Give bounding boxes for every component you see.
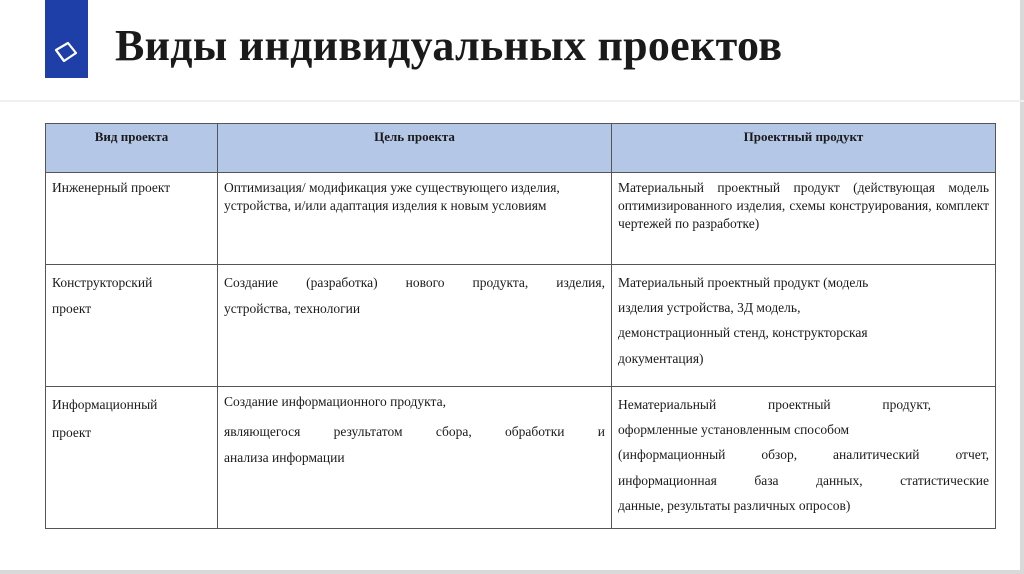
- header-goal: Цель проекта: [218, 124, 612, 173]
- cell-line: данные, результаты различных опросов): [618, 497, 851, 513]
- cell-line: Создание (разработка) нового продукта, изделия,: [224, 275, 605, 290]
- page-title: Виды индивидуальных проектов: [115, 21, 783, 70]
- table-row: [46, 265, 996, 387]
- cell-line: Информационный: [52, 397, 158, 412]
- cell-type: [46, 387, 218, 529]
- cell-line: Создание информационного продукта,: [224, 394, 446, 409]
- divider: [0, 100, 1024, 102]
- table-row: [46, 173, 996, 265]
- cell-product: [612, 265, 996, 387]
- cell-line: проект: [52, 301, 92, 317]
- cell-line: оформленные установленным способом: [618, 422, 850, 438]
- header-type: Вид проекта: [46, 124, 218, 173]
- cell-line: проект: [52, 425, 92, 441]
- projects-table: [45, 123, 996, 529]
- cell-line: (информационный обзор, аналитический отчет,: [618, 447, 989, 463]
- cell-line: Нематериальный проектный продукт,: [618, 397, 931, 412]
- cell-goal: [218, 387, 612, 529]
- cell-line: устройства, технологии: [224, 301, 361, 317]
- cell-line: Конструкторский: [52, 275, 153, 290]
- accent-bar: [45, 0, 88, 78]
- cell-goal: [218, 265, 612, 387]
- cell-type: Инженерный проект: [46, 173, 218, 265]
- cell-goal: Оптимизация/ модификация уже существующего изделия, устройства, и/или адаптация изделия к новым условиям: [218, 173, 612, 265]
- cell-line: анализа информации: [224, 450, 345, 466]
- book-icon: [53, 40, 79, 64]
- cell-line: изделия устройства, 3Д модель,: [618, 300, 801, 316]
- cell-line: являющегося результатом сбора, обработки и: [224, 424, 605, 440]
- cell-product: Материальный проектный продукт (действующая модель оптимизированного изделия, схемы конструирования, комплект чертежей по разработке): [612, 173, 996, 265]
- cell-line: демонстрационный стенд, конструкторская: [618, 325, 868, 341]
- header-product: Проектный продукт: [612, 124, 996, 173]
- cell-line: документация): [618, 350, 704, 366]
- table-row: [46, 387, 996, 529]
- cell-line: Материальный проектный продукт (модель: [618, 275, 869, 290]
- cell-line: информационная база данных, статистические: [618, 472, 989, 488]
- cell-product: [612, 387, 996, 529]
- table-header-row: [46, 124, 996, 173]
- cell-type: [46, 265, 218, 387]
